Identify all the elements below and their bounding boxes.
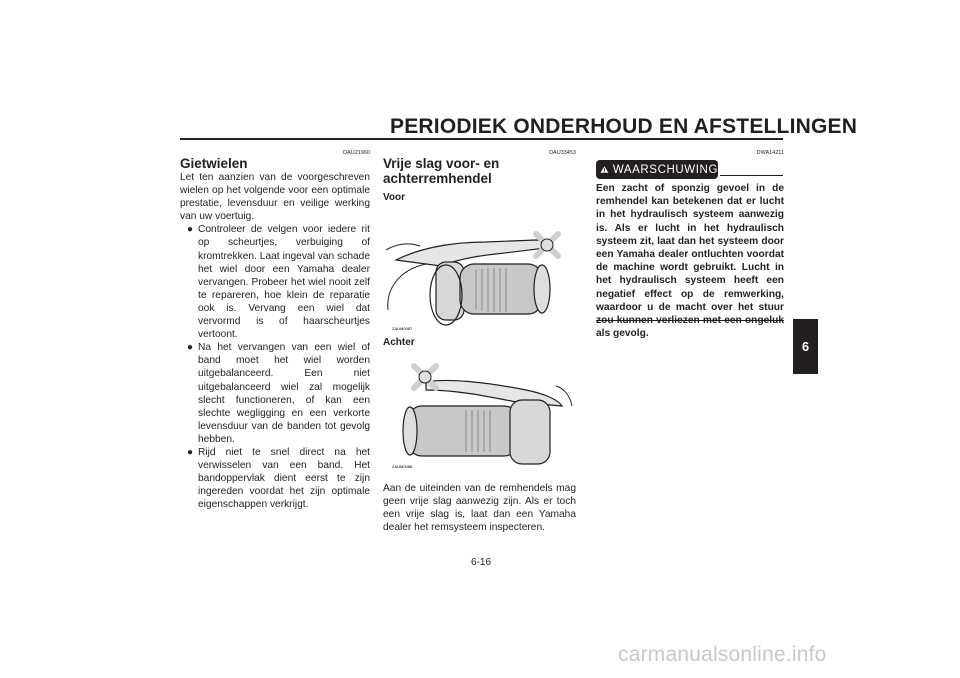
section-code: DAU21960 <box>343 150 370 156</box>
column-brake-lever <box>383 150 576 203</box>
warning-label: WAARSCHUWING <box>612 163 718 176</box>
front-brake-lever-illustration <box>386 220 576 335</box>
warning-icon <box>600 161 609 178</box>
section-intro: Let ten aanzien van de voorgeschreven wielen op het volgende voor een optimale prestatie, levensduur en veilige werking van uw voertuig. <box>180 172 370 223</box>
page-number: 6-16 <box>470 557 491 568</box>
rear-brake-lever-illustration <box>386 356 576 471</box>
page-header-title: PERIODIEK ONDERHOUD EN AFSTELLINGEN <box>390 115 858 138</box>
warning-badge <box>596 160 718 179</box>
list-item: ● Controleer de velgen voor iedere rit op scheurtjes, verbuiging of kromtrekken. Laat ingeval van schade het wiel door een Yamaha dealer vervangen. Probeer het wiel nooit zelf te repareren, hoe klein de reparatie ook is. Vervang een wiel dat vervormd is of haarscheurtjes vertoont. <box>187 224 370 341</box>
section-title: Gietwielen <box>180 156 248 171</box>
brake-lever-note: Aan de uiteinden van de remhendels mag geen vrije slag aanwezig zijn. Als er toch een vrije slag is, laat dan een Yamaha dealer het remsysteem inspecteren. <box>383 483 576 534</box>
bullet-list <box>180 223 370 511</box>
bullet-icon: ● <box>187 342 194 354</box>
warning-bottom-rule <box>596 320 784 321</box>
list-item: ● Na het vervangen van een wiel of band moet het wiel worden uitgebalanceerd. Een niet uitgebalanceerd wiel zal mogelijk slecht functioneren, of kan een slechte wegligging en een verkorte levensduur van de banden tot gevolg hebben. <box>187 342 370 445</box>
warning-text: Een zacht of sponzig gevoel in de remhendel kan betekenen dat er lucht in het hydraulisch systeem aanwezig is. Als er lucht in het hydraulisch systeem zit, laat dan het systeem door een Yamaha dealer ontluchten voordat de machine wordt gebruikt. Lucht in het hydraulisch systeem heeft een negatief effect op de remwerking, waardoor u de macht over het stuur zou kunnen verliezen met een ongeluk als gevolg. <box>596 183 784 340</box>
header-rule <box>180 138 783 140</box>
watermark: carmanualsonline.info <box>618 643 827 666</box>
figure-code: ZAUM0987 <box>392 326 413 331</box>
chapter-tab: 6 <box>793 319 818 374</box>
section-title: Vrije slag voor- en achterremhendel <box>383 156 500 186</box>
front-label: Voor <box>383 192 406 203</box>
warning-top-rule <box>720 175 783 176</box>
rear-label: Achter <box>383 337 415 348</box>
warning-code: DWA14211 <box>756 150 784 156</box>
column-wheels <box>180 150 370 511</box>
bullet-icon: ● <box>187 446 194 458</box>
list-item: ● Rijd niet te snel direct na het verwisselen van een band. Het bandoppervlak dient eerst te zijn ingereden voordat het zijn optimale eigenschappen verkrijgt. <box>187 446 370 511</box>
bullet-icon: ● <box>187 224 194 236</box>
figure-code: ZAUM0988 <box>392 464 413 469</box>
section-code: DAU33453 <box>549 150 576 156</box>
